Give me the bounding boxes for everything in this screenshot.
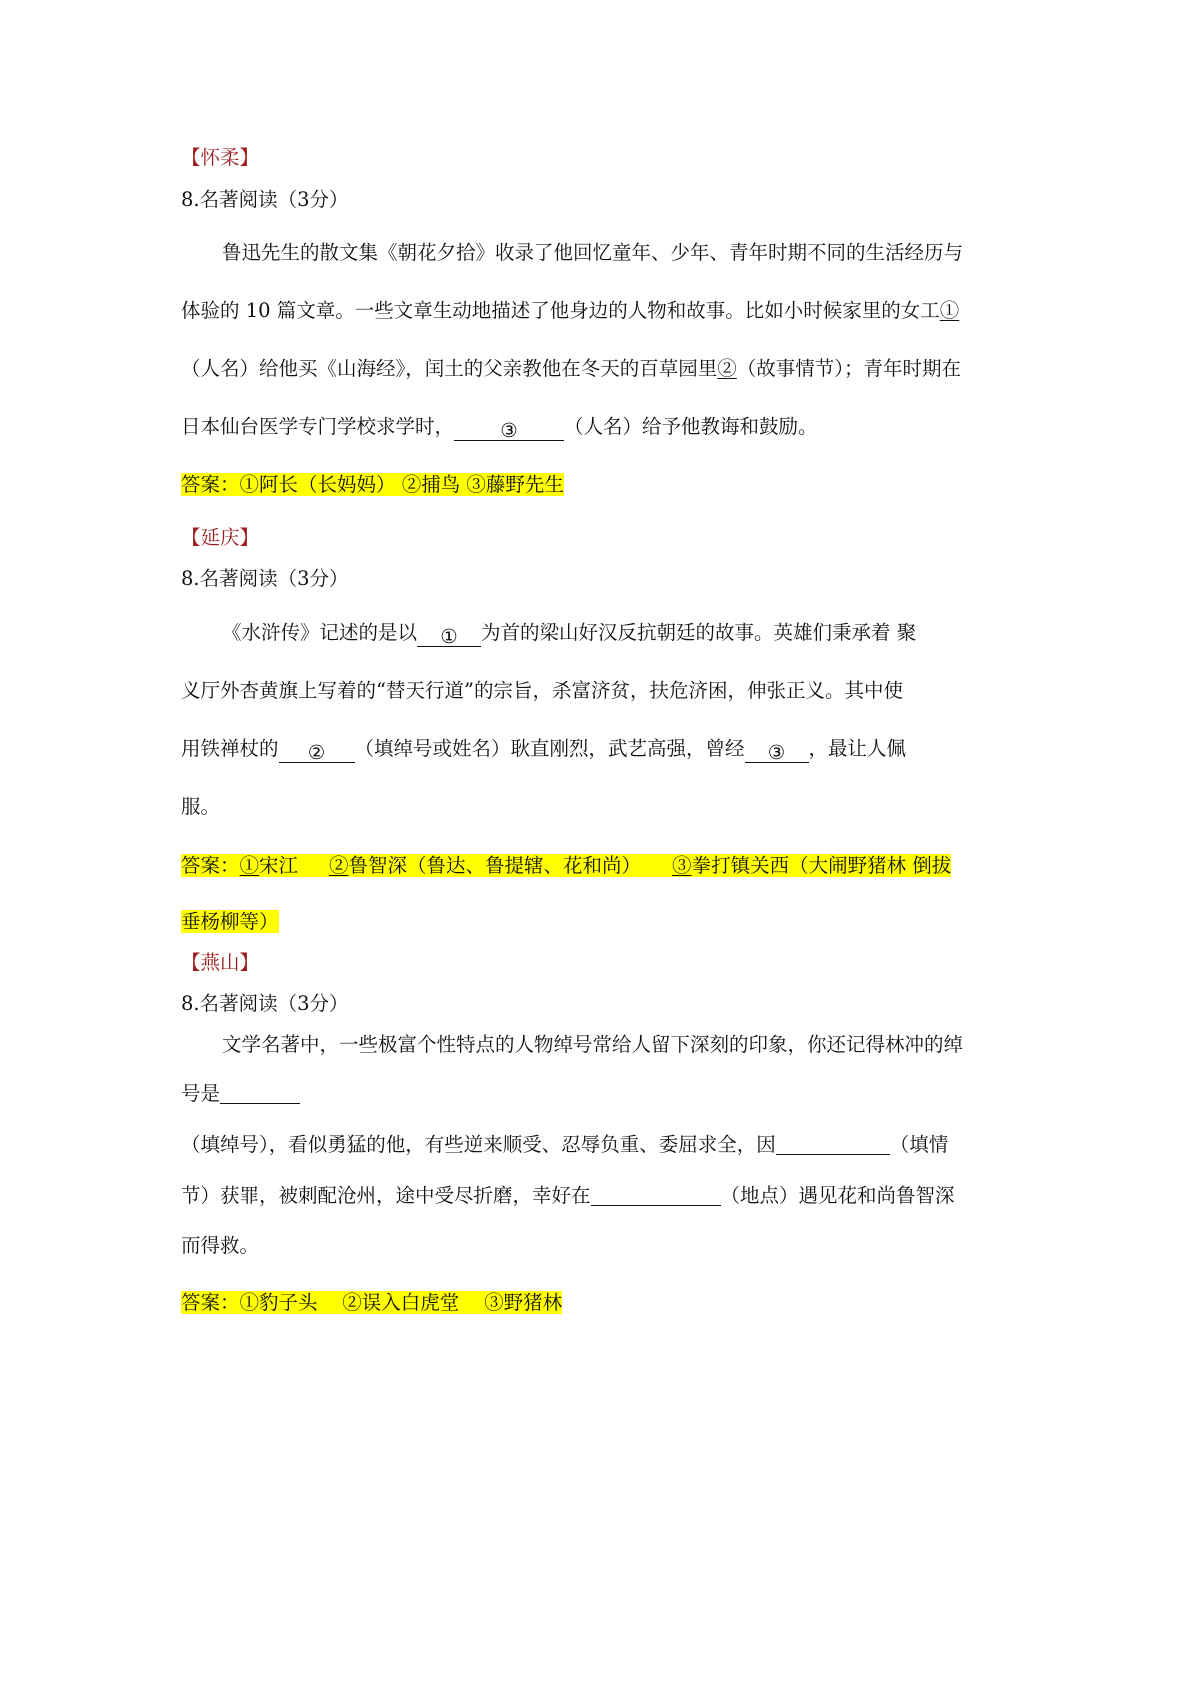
paragraph-line [181, 414, 818, 441]
fill-blank [417, 624, 481, 647]
region-yanqing: 【延庆】 [181, 526, 260, 549]
answer-highlight: 答案：①豹子头 ②误入白虎堂 ③野猪林 [181, 1291, 563, 1314]
text-run: （故事情节）；青年时期在 [736, 357, 962, 380]
fill-blank [591, 1183, 721, 1206]
paragraph-line: 鲁迅先生的散文集《朝花夕拾》收录了他回忆童年、少年、青年时期不同的生活经历与 [222, 241, 964, 264]
answer-text: 鲁智深（鲁达、鲁提辖、花和尚） [348, 854, 673, 877]
blank-marker: ③ [500, 419, 518, 442]
paragraph-line: 服。 [181, 795, 221, 818]
blank-marker: ③ [767, 741, 786, 764]
text-run: （填情 [889, 1133, 949, 1156]
answer-highlight: 垂杨柳等） [181, 910, 279, 933]
answer-text: 拳打镇关西（大闹野猪林 倒拔 [691, 854, 952, 877]
blank-marker: ① [939, 299, 960, 322]
fill-blank [220, 1081, 300, 1104]
paragraph-line [181, 356, 961, 382]
fill-blank [776, 1132, 890, 1155]
text-run: （填绰号或姓名）耿直刚烈，武艺高强，曾经 [354, 737, 745, 760]
answer-label: 答案： [181, 854, 240, 877]
paragraph-line [181, 736, 906, 763]
region-yanshan: 【燕山】 [181, 951, 260, 974]
blank-marker: ② [307, 741, 326, 764]
paragraph-line: 文学名著中，一些极富个性特点的人物绰号常给人留下深刻的印象，你还记得林冲的绰 [222, 1033, 964, 1056]
answer-highlight: 答案：①阿长（长妈妈） ②捕鸟 ③藤野先生 [181, 473, 564, 496]
text-run: ，最让人佩 [808, 737, 907, 760]
paragraph-line [181, 298, 959, 324]
paragraph-line [222, 620, 916, 647]
paragraph-line [181, 1081, 300, 1107]
text-run: （地点）遇见花和尚鲁智深 [720, 1184, 955, 1207]
text-run: （人名）给予他教诲和鼓励。 [564, 415, 818, 438]
text-run: 日本仙台医学专门学校求学时， [181, 415, 455, 438]
answer-line [181, 909, 279, 935]
text-run: 为首的梁山好汉反抗朝廷的故事。英雄们秉承着 聚 [481, 621, 917, 644]
question-title: 8.名著阅读（3分） [181, 567, 349, 590]
paragraph-line [181, 1183, 955, 1209]
paragraph-line: 而得救。 [181, 1234, 260, 1257]
fill-blank [745, 740, 809, 763]
question-title: 8.名著阅读（3分） [181, 188, 349, 211]
fill-blank [454, 418, 564, 441]
answer-number: ① [239, 854, 260, 877]
text-run: （人名）给他买《山海经》，闰土的父亲教他在冬天的百草园里 [181, 357, 718, 380]
text-run: 《水浒传》记述的是以 [222, 621, 418, 644]
answer-number: ② [329, 854, 349, 877]
answer-line [181, 1290, 562, 1316]
text-run: 用铁禅杖的 [181, 737, 279, 760]
text-run: 体验的 10 篇文章。一些文章生动地描述了他身边的人物和故事。比如小时候家里的女工 [181, 299, 940, 322]
blank-marker: ① [440, 625, 458, 648]
question-title: 8.名著阅读（3分） [181, 992, 349, 1015]
answer-highlight [181, 854, 951, 877]
paragraph-line [181, 1132, 948, 1158]
region-huairou: 【怀柔】 [181, 146, 260, 169]
answer-line [181, 472, 564, 498]
blank-marker: ② [717, 357, 737, 380]
answer-line [181, 853, 951, 879]
text-run: （填绰号），看似勇猛的他，有些逆来顺受、忍辱负重、委屈求全，因 [181, 1133, 776, 1156]
text-run: 节）获罪，被刺配沧州，途中受尽折磨，幸好在 [181, 1184, 591, 1207]
text-run: 号是 [181, 1082, 221, 1105]
answer-number: ③ [672, 854, 692, 877]
fill-blank [279, 740, 355, 763]
paragraph-line: 义厅外杏黄旗上写着的“替天行道”的宗旨，杀富济贫，扶危济困，伸张正义。其中使 [181, 679, 903, 702]
answer-text: 宋江 [259, 854, 330, 877]
